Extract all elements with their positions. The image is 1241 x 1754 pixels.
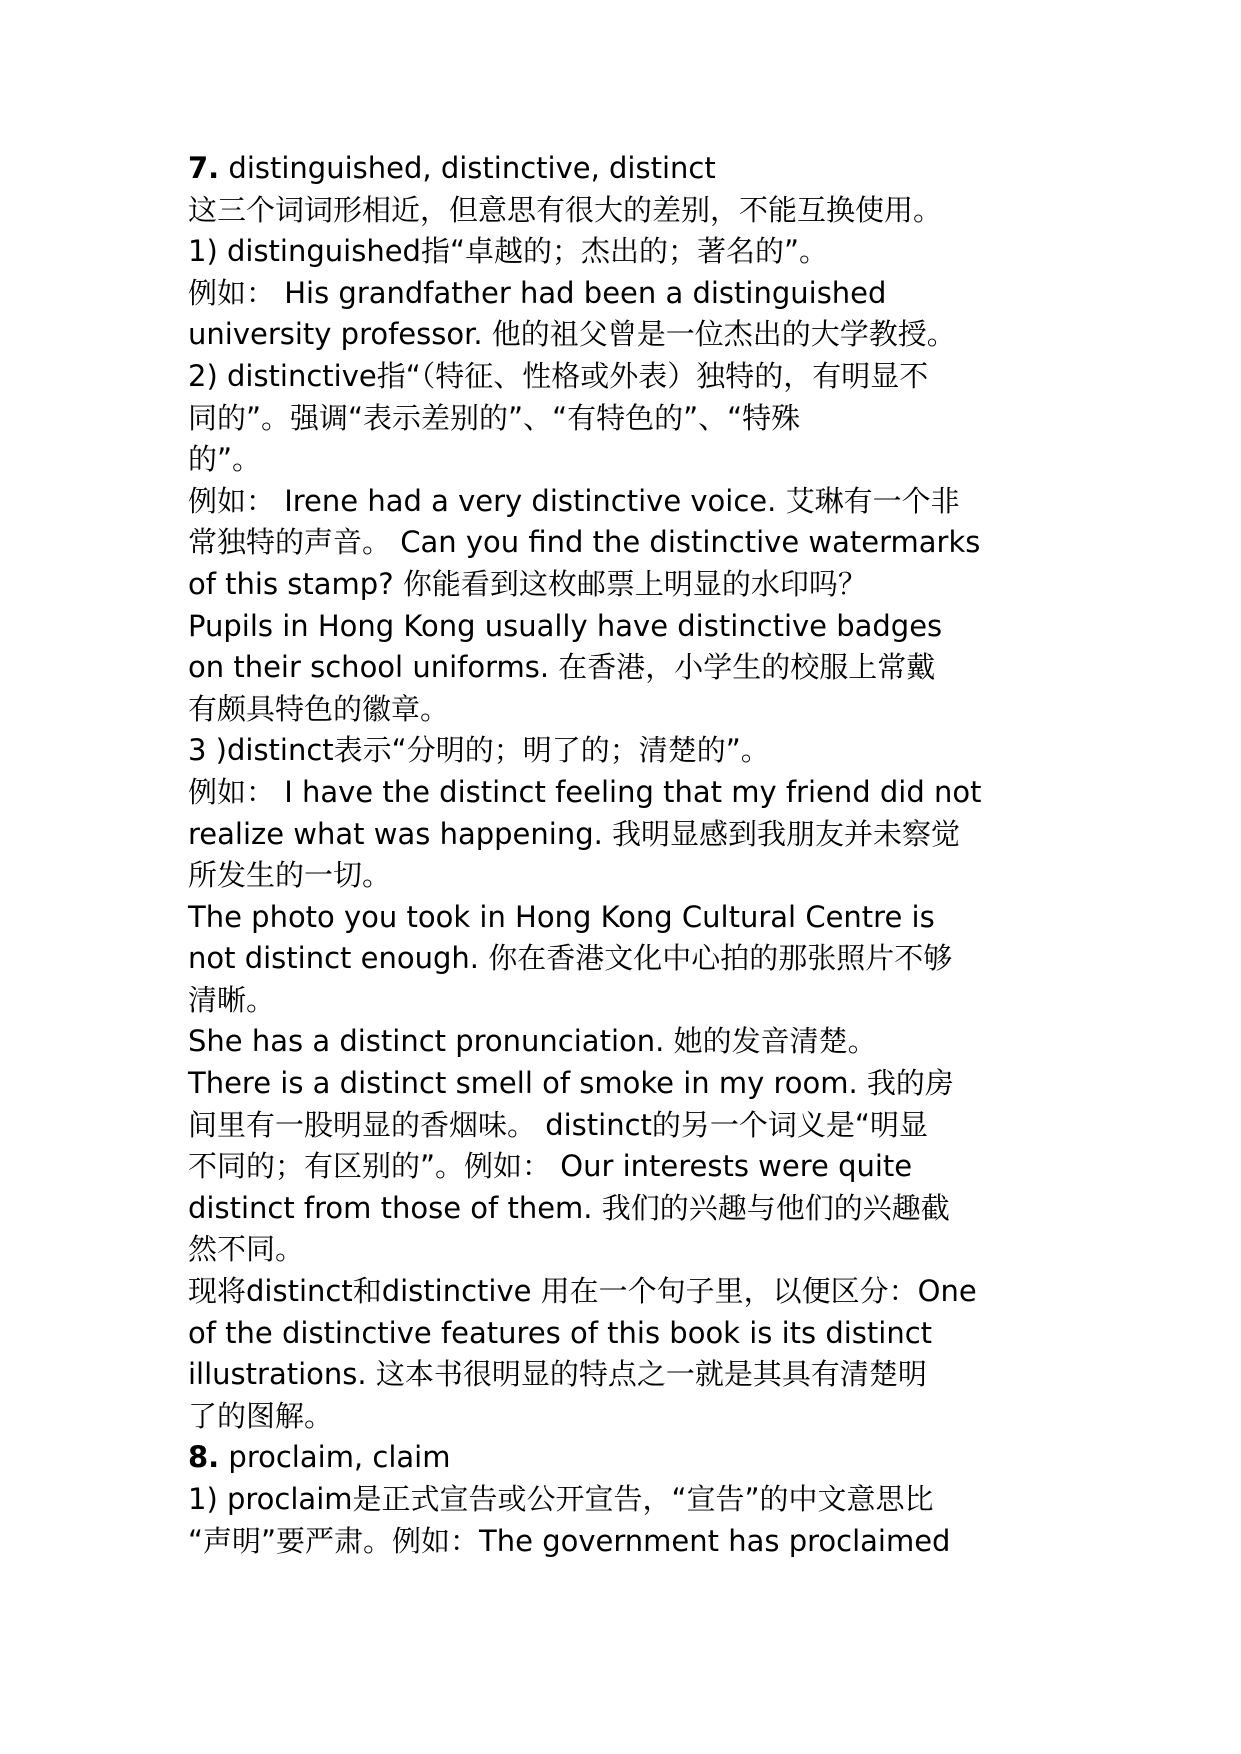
text-line: 例如： I have the distinct feeling that my friend did not <box>188 774 982 809</box>
section-number: 7. <box>188 151 220 185</box>
text-line: She has a distinct pronunciation. 她的发音清楚。 <box>188 1024 877 1059</box>
text-line: 所发生的一切。 <box>188 858 392 893</box>
text-line: 同的”。强调“表示差别的”、“有特色的”、“特殊 <box>188 400 801 435</box>
text-line: of this stamp? 你能看到这枚邮票上明显的水印吗？ <box>188 566 867 601</box>
text-line: 清晰。 <box>188 982 276 1017</box>
text-line: 现将distinct和distinctive 用在一个句子里，以便区分：One <box>188 1274 977 1309</box>
text-line: 这三个词词形相近，但意思有很大的差别，不能互换使用。 <box>188 192 943 227</box>
text-line: Pupils in Hong Kong usually have distinctive badges <box>188 608 943 643</box>
text-line: The photo you took in Hong Kong Cultural Centre is <box>188 899 935 934</box>
text-line: 1) distinguished指“卓越的；杰出的；著名的”。 <box>188 234 828 269</box>
section-title: distinguished, distinctive, distinct <box>219 151 716 185</box>
section-number: 8. <box>188 1440 220 1475</box>
text-line: 常独特的声音。 Can you find the distinctive watermarks <box>188 525 981 560</box>
text-line: 例如： Irene had a very distinctive voice. 艾琳有一个非 <box>188 483 960 518</box>
text-line: university professor. 他的祖父曾是一位杰出的大学教授。 <box>188 317 956 352</box>
text-line: 的”。 <box>188 442 262 477</box>
text-line: 例如： His grandfather had been a distinguished <box>188 275 887 310</box>
text-line: of the distinctive features of this book is its distinct <box>188 1315 933 1350</box>
text-line: 然不同。 <box>188 1232 305 1267</box>
text-line: on their school uniforms. 在香港，小学生的校服上常戴 <box>188 650 936 685</box>
section-title: proclaim, claim <box>219 1440 451 1475</box>
text-line: illustrations. 这本书很明显的特点之一就是其具有清楚明 <box>188 1357 927 1392</box>
text-line: 2) distinctive指“（特征、性格或外表）独特的，有明显不 <box>188 358 929 393</box>
text-line: not distinct enough. 你在香港文化中心拍的那张照片不够 <box>188 941 953 976</box>
text-line: 间里有一股明显的香烟味。 distinct的另一个词义是“明显 <box>188 1107 928 1142</box>
text-line: “声明”要严肃。例如：The government has proclaimed <box>188 1523 951 1558</box>
document-page <box>188 148 1088 1562</box>
text-line: 了的图解。 <box>188 1398 334 1433</box>
text-line: 有颇具特色的徽章。 <box>188 691 450 726</box>
text-line: 不同的；有区别的”。例如： Our interests were quite <box>188 1149 913 1184</box>
text-line: realize what was happening. 我明显感到我朋友并未察觉 <box>188 816 961 851</box>
text-line: 3 )distinct表示“分明的；明了的；清楚的”。 <box>188 733 770 768</box>
text-line: distinct from those of them. 我们的兴趣与他们的兴趣截 <box>188 1190 950 1225</box>
text-line: There is a distinct smell of smoke in my room. 我的房 <box>188 1066 954 1101</box>
section-heading-8 <box>188 1437 1088 1479</box>
section-heading-7 <box>188 148 1088 190</box>
text-line: 1) proclaim是正式宣告或公开宣告，“宣告”的中文意思比 <box>188 1482 934 1516</box>
